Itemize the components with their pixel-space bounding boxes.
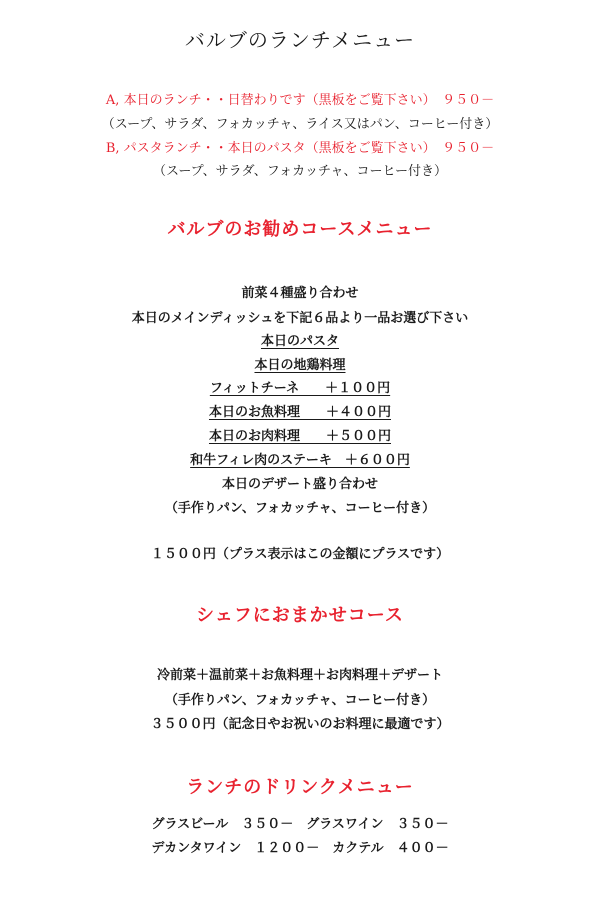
drink-item: グラスワイン ３５０－ [306, 817, 449, 832]
lunch-b-note: （スープ、サラダ、フォカッチャ、コーヒー付き） [152, 164, 448, 179]
course-starter: 前菜４種盛り合わせ [241, 286, 359, 301]
chef-price: ３５００円（記念日やお祝いのお料理に最適です） [150, 717, 450, 732]
course-main-item: 本日のパスタ [260, 334, 339, 349]
drink-item: グラスビール ３５０－ [151, 817, 294, 832]
drinks-row [0, 816, 600, 834]
course-includes: （手作りパン、フォカッチャ、コーヒー付き） [164, 501, 436, 516]
chef-dishes: 冷前菜＋温前菜＋お魚料理＋お肉料理＋デザート [156, 668, 443, 683]
lunch-a-line: A, 本日のランチ・・日替わりです（黒板をご覧下さい） ９５０－ [105, 93, 495, 108]
course-main-item: 和牛フィレ肉のステーキ ＋６００円 [190, 453, 410, 468]
course-main-item: フィットチーネ ＋１００円 [209, 381, 391, 396]
drink-item: デカンタワイン １２００－ [151, 841, 320, 856]
drinks-heading: ランチのドリンクメニュー [186, 777, 414, 798]
chef-includes: （手作りパン、フォカッチャ、コーヒー付き） [164, 693, 436, 708]
course-heading: バルブのお勧めコースメニュー [167, 219, 433, 240]
course-main-item: 本日のお肉料理 ＋５００円 [208, 429, 391, 444]
course-dessert: 本日のデザート盛り合わせ [221, 477, 378, 492]
course-price: １５００円（プラス表示はこの金額にプラスです） [150, 547, 450, 562]
course-main-item: 本日の地鶏料理 [254, 358, 346, 373]
chef-heading: シェフにおまかせコース [196, 605, 404, 626]
course-main-item: 本日のお魚料理 ＋４００円 [208, 405, 391, 420]
lunch-b-line: B, パスタランチ・・本日のパスタ（黒板をご覧下さい） ９５０－ [105, 141, 495, 156]
drink-item: カクテル ４００－ [332, 841, 449, 856]
lunch-a-note: （スープ、サラダ、フォカッチャ、ライス又はパン、コーヒー付き） [101, 117, 499, 132]
course-main-intro: 本日のメインディッシュを下記６品より一品お選び下さい [131, 311, 469, 326]
drinks-row [0, 840, 600, 858]
page-title: バルブのランチメニュー [184, 28, 416, 52]
